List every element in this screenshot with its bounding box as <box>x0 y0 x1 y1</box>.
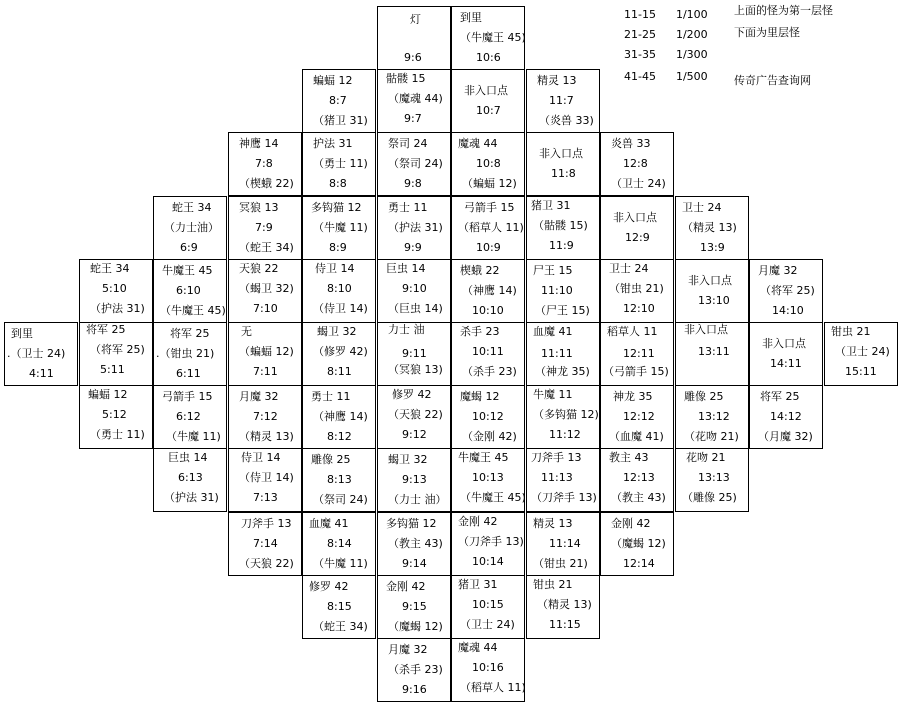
cell-title: 非入口点 <box>613 211 657 224</box>
map-cell <box>153 259 227 323</box>
cell-title: 刀斧手 13 <box>241 517 292 530</box>
cell-title: 猪卫 31 <box>458 578 498 591</box>
cell-title: 勇士 11 <box>311 390 351 403</box>
cell-line: 13:9 <box>700 241 725 254</box>
cell-title: 非入口点 <box>464 84 508 97</box>
map-cell <box>451 6 525 70</box>
cell-line: 7:14 <box>253 537 278 550</box>
cell-line: 5:10 <box>102 282 127 295</box>
cell-line: （将军 25) <box>760 284 815 297</box>
cell-line: 8:15 <box>327 600 352 613</box>
cell-line: 12:12 <box>623 410 655 423</box>
cell-line: （精灵 13) <box>537 598 592 611</box>
cell-line: （天狼 22) <box>239 557 294 570</box>
cell-title: 非入口点 <box>684 323 728 336</box>
cell-title: 将军 25 <box>86 323 126 336</box>
cell-title: 非入口点 <box>762 337 806 350</box>
cell-line: （牛魔 11) <box>313 221 368 234</box>
map-cell <box>79 259 153 323</box>
cell-title: 金刚 42 <box>386 580 426 593</box>
map-cell <box>377 6 451 70</box>
cell-title: 蝙蝠 12 <box>88 388 128 401</box>
map-cell <box>451 385 525 449</box>
map-cell <box>79 385 153 449</box>
cell-title: 雕像 25 <box>684 390 724 403</box>
map-cell <box>675 448 749 512</box>
cell-title: 侍卫 14 <box>315 262 355 275</box>
map-cell <box>749 385 823 449</box>
cell-line: （神鹰 14) <box>462 284 517 297</box>
cell-title: 多钩猫 12 <box>311 201 362 214</box>
map-cell <box>526 132 600 196</box>
cell-line: （花吻 21) <box>684 430 739 443</box>
cell-line: 7:9 <box>255 221 273 234</box>
map-cell <box>377 69 451 133</box>
cell-line: （钳虫 21) <box>609 282 664 295</box>
cell-line: （刀斧手 13) <box>531 491 597 504</box>
cell-title: 骷髅 15 <box>386 72 426 85</box>
cell-line: （卫士 24) <box>611 177 666 190</box>
cell-line: 11:11 <box>541 347 573 360</box>
map-cell <box>675 385 749 449</box>
cell-line: （弓箭手 15) <box>603 365 669 378</box>
cell-line: （稻草人 11) <box>458 221 524 234</box>
map-cell <box>600 385 674 449</box>
map-cell <box>228 385 302 449</box>
cell-title: 牛魔 11 <box>533 388 573 401</box>
cell-line: （血魔 41) <box>609 430 664 443</box>
cell-title: 蝎卫 32 <box>317 325 357 338</box>
map-cell <box>526 259 600 323</box>
cell-title: 巨虫 14 <box>168 451 208 464</box>
map-cell <box>302 69 376 133</box>
cell-line: （尸王 15) <box>535 304 590 317</box>
cell-line: 13:13 <box>698 471 730 484</box>
cell-line: 8:14 <box>327 537 352 550</box>
cell-line: 6:10 <box>176 284 201 297</box>
map-cell <box>451 132 525 196</box>
cell-line: （精灵 13) <box>682 221 737 234</box>
cell-line: 9:12 <box>402 428 427 441</box>
map-cell <box>749 322 823 386</box>
cell-line: （魔蝎 12) <box>611 537 666 550</box>
cell-line: （牛魔 11) <box>166 430 221 443</box>
map-cell <box>526 512 600 576</box>
cell-line: （精灵 13) <box>239 430 294 443</box>
map-cell <box>526 322 600 386</box>
cell-line: 10:16 <box>472 661 504 674</box>
cell-line: 11:10 <box>541 284 573 297</box>
map-cell <box>302 512 376 576</box>
map-cell <box>377 575 451 639</box>
cell-line: （杀手 23) <box>462 365 517 378</box>
cell-title: 楔蛾 22 <box>460 264 500 277</box>
cell-title: 非入口点 <box>688 274 732 287</box>
cell-line: （护法 31) <box>164 491 219 504</box>
cell-title: 蛇王 34 <box>172 201 212 214</box>
cell-title: 稻草人 11 <box>607 325 658 338</box>
cell-line: 9:10 <box>402 282 427 295</box>
cell-line: 5:11 <box>100 363 125 376</box>
cell-line: 11:8 <box>551 167 576 180</box>
cell-line: 14:10 <box>772 304 804 317</box>
map-cell <box>302 385 376 449</box>
cell-line: 10:7 <box>476 104 501 117</box>
cell-line: 8:7 <box>329 94 347 107</box>
cell-title: 无 <box>241 325 252 338</box>
cell-title: 修罗 42 <box>309 580 349 593</box>
cell-line: 5:12 <box>102 408 127 421</box>
cell-title: 刀斧手 13 <box>531 451 582 464</box>
cell-title: 灯 <box>410 13 421 26</box>
cell-line: 9:16 <box>402 683 427 696</box>
map-cell <box>526 69 600 133</box>
cell-line: （稻草人 11) <box>460 681 526 694</box>
legend-rate-4 <box>624 70 708 83</box>
map-cell <box>302 448 376 512</box>
cell-title: 多钩猫 12 <box>386 517 437 530</box>
cell-line: （刀斧手 13) <box>458 535 524 548</box>
map-cell <box>824 322 898 386</box>
cell-line: 12:14 <box>623 557 655 570</box>
cell-line: 11:12 <box>549 428 581 441</box>
cell-line: （魔魂 44) <box>388 92 443 105</box>
cell-title: 金刚 42 <box>458 515 498 528</box>
cell-line: 10:14 <box>472 555 504 568</box>
cell-title: 血魔 41 <box>309 517 349 530</box>
cell-line: 14:12 <box>770 410 802 423</box>
map-cell <box>600 259 674 323</box>
cell-line: 7:12 <box>253 410 278 423</box>
cell-title: 到里 <box>460 11 482 24</box>
cell-line: 10:11 <box>472 345 504 358</box>
map-cell <box>600 196 674 260</box>
map-cell <box>4 322 78 386</box>
cell-line: 8:9 <box>329 241 347 254</box>
legend-range: 11-15 <box>624 8 656 21</box>
cell-title: 到里 <box>11 327 33 340</box>
map-cell <box>302 196 376 260</box>
map-cell <box>675 322 749 386</box>
cell-title: 月魔 32 <box>239 390 279 403</box>
cell-title: 神鹰 14 <box>239 137 279 150</box>
legend-note-inner-layer: 下面为里层怪 <box>734 26 800 39</box>
cell-line: （教主 43) <box>611 491 666 504</box>
cell-line: （神龙 35) <box>535 365 590 378</box>
cell-title: 魔蝎 12 <box>460 390 500 403</box>
cell-line: 10:13 <box>472 471 504 484</box>
cell-title: 蝎卫 32 <box>388 453 428 466</box>
cell-line: 9:9 <box>404 241 422 254</box>
cell-line: 10:10 <box>472 304 504 317</box>
cell-line: 9:15 <box>402 600 427 613</box>
map-cell <box>377 132 451 196</box>
map-cell <box>526 385 600 449</box>
map-cell <box>451 448 525 512</box>
map-cell <box>526 448 600 512</box>
cell-title: 魔魂 44 <box>458 641 498 654</box>
map-cell <box>451 512 525 576</box>
map-cell <box>377 196 451 260</box>
cell-line: 11:13 <box>541 471 573 484</box>
map-cell <box>153 322 227 386</box>
legend-range: 41-45 <box>624 70 656 83</box>
map-cell <box>302 575 376 639</box>
map-cell <box>675 196 749 260</box>
cell-title: 将军 25 <box>170 327 210 340</box>
map-cell <box>377 259 451 323</box>
cell-line: （牛魔 11) <box>313 557 368 570</box>
cell-line: 15:11 <box>845 365 877 378</box>
cell-line: 8:13 <box>327 473 352 486</box>
cell-line: 10:6 <box>476 51 501 64</box>
cell-title: 祭司 24 <box>388 137 428 150</box>
cell-title: 卫士 24 <box>682 201 722 214</box>
cell-line: （蛇王 34) <box>239 241 294 254</box>
map-cell <box>228 512 302 576</box>
cell-title: 牛魔王 45 <box>162 264 213 277</box>
cell-title: 炎兽 33 <box>611 137 651 150</box>
legend-rate: 1/200 <box>675 28 708 41</box>
legend-rate-3 <box>624 48 708 61</box>
cell-title: 精灵 13 <box>533 517 573 530</box>
cell-line: 14:11 <box>770 357 802 370</box>
cell-line: （冥狼 13) <box>388 363 443 376</box>
cell-line: （牛魔王 45) <box>460 31 526 44</box>
map-cell <box>228 259 302 323</box>
cell-line: 12:11 <box>623 347 655 360</box>
cell-line: （护法 31) <box>90 302 145 315</box>
cell-line: （护法 31) <box>388 221 443 234</box>
cell-line: 9:6 <box>404 51 422 64</box>
cell-line: （侍卫 14) <box>313 302 368 315</box>
map-cell <box>600 448 674 512</box>
map-cell <box>228 132 302 196</box>
cell-line: （多钩猫 12) <box>533 408 599 421</box>
map-cell <box>377 638 451 702</box>
legend-rate: 1/100 <box>675 8 708 21</box>
cell-line: 11:14 <box>549 537 581 550</box>
cell-line: （猪卫 31) <box>313 114 368 127</box>
cell-title: 金刚 42 <box>611 517 651 530</box>
cell-line: （楔蛾 22) <box>239 177 294 190</box>
cell-title: 天狼 22 <box>239 262 279 275</box>
cell-title: 蝙蝠 12 <box>313 74 353 87</box>
cell-line: （雕像 25) <box>682 491 737 504</box>
map-cell <box>675 259 749 323</box>
legend-rate-1 <box>624 8 708 21</box>
map-cell <box>451 196 525 260</box>
cell-title: 护法 31 <box>313 137 353 150</box>
cell-line: （卫士 24) <box>835 345 890 358</box>
cell-line: 13:11 <box>698 345 730 358</box>
cell-line: （炎兽 33) <box>539 114 594 127</box>
cell-line: 4:11 <box>29 367 54 380</box>
cell-line: 10:9 <box>476 241 501 254</box>
map-cell <box>377 385 451 449</box>
cell-line: 10:8 <box>476 157 501 170</box>
map-cell <box>79 322 153 386</box>
cell-line: （力士油） <box>164 221 219 234</box>
cell-line: （杀手 23) <box>388 663 443 676</box>
cell-line: （蛇王 34) <box>313 620 368 633</box>
cell-line: （将军 25) <box>90 343 145 356</box>
cell-title: 勇士 11 <box>388 201 428 214</box>
cell-title: 冥狼 13 <box>239 201 279 214</box>
cell-title: 花吻 21 <box>686 451 726 464</box>
map-cell <box>153 196 227 260</box>
map-cell <box>451 322 525 386</box>
cell-title: 非入口点 <box>539 147 583 160</box>
cell-title: 弓箭手 15 <box>162 390 213 403</box>
legend-site-name: 传奇广告查询网 <box>734 74 811 87</box>
map-cell <box>153 385 227 449</box>
map-cell <box>302 259 376 323</box>
cell-line: （骷髅 15) <box>533 219 588 232</box>
cell-line: 9:11 <box>402 347 427 360</box>
cell-line: 13:12 <box>698 410 730 423</box>
cell-title: 力士 油 <box>388 323 425 336</box>
legend-rate: 1/500 <box>675 70 708 83</box>
cell-line: 9:7 <box>404 112 422 125</box>
cell-line: （巨虫 14) <box>388 302 443 315</box>
cell-line: 8:12 <box>327 430 352 443</box>
map-cell <box>526 575 600 639</box>
map-cell <box>377 448 451 512</box>
cell-title: 修罗 42 <box>392 388 432 401</box>
cell-line: .（钳虫 21) <box>156 347 215 360</box>
map-cell <box>153 448 227 512</box>
cell-line: 6:12 <box>176 410 201 423</box>
cell-line: （钳虫 21) <box>533 557 588 570</box>
map-cell <box>302 322 376 386</box>
cell-line: （力士 油） <box>388 493 447 506</box>
cell-title: 尸王 15 <box>533 264 573 277</box>
map-cell <box>228 196 302 260</box>
map-cell <box>600 322 674 386</box>
cell-line: 7:13 <box>253 491 278 504</box>
cell-line: （牛魔王 45) <box>160 304 226 317</box>
map-cell <box>228 322 302 386</box>
cell-line: 9:14 <box>402 557 427 570</box>
cell-line: 12:9 <box>625 231 650 244</box>
cell-title: 卫士 24 <box>609 262 649 275</box>
cell-line: 11:9 <box>549 239 574 252</box>
cell-line: （魔蝎 12) <box>388 620 443 633</box>
cell-line: （金刚 42) <box>462 430 517 443</box>
cell-line: 6:11 <box>176 367 201 380</box>
cell-title: 神龙 35 <box>613 390 653 403</box>
cell-line: .（卫士 24) <box>7 347 66 360</box>
cell-line: （修罗 42) <box>313 345 368 358</box>
cell-line: （侍卫 14) <box>239 471 294 484</box>
map-cell <box>600 132 674 196</box>
legend-range: 31-35 <box>624 48 656 61</box>
cell-line: 8:11 <box>327 365 352 378</box>
map-cell <box>749 259 823 323</box>
cell-title: 蛇王 34 <box>90 262 130 275</box>
map-cell <box>228 448 302 512</box>
cell-title: 血魔 41 <box>533 325 573 338</box>
cell-title: 杀手 23 <box>460 325 500 338</box>
cell-line: （勇士 11) <box>90 428 145 441</box>
cell-title: 月魔 32 <box>388 643 428 656</box>
cell-title: 魔魂 44 <box>458 137 498 150</box>
cell-title: 猪卫 31 <box>531 199 571 212</box>
map-cell <box>377 512 451 576</box>
cell-title: 精灵 13 <box>537 74 577 87</box>
cell-line: 7:11 <box>253 365 278 378</box>
cell-title: 钳虫 21 <box>831 325 871 338</box>
cell-title: 教主 43 <box>609 451 649 464</box>
cell-line: 12:10 <box>623 302 655 315</box>
cell-line: （牛魔王 45) <box>460 491 526 504</box>
cell-line: 9:8 <box>404 177 422 190</box>
cell-line: 12:8 <box>623 157 648 170</box>
cell-line: 10:15 <box>472 598 504 611</box>
cell-line: 7:10 <box>253 302 278 315</box>
cell-line: （蝙蝠 12) <box>239 345 294 358</box>
cell-line: （天狼 22) <box>388 408 443 421</box>
cell-line: （教主 43) <box>388 537 443 550</box>
map-cell <box>600 512 674 576</box>
cell-line: 8:10 <box>327 282 352 295</box>
cell-title: 巨虫 14 <box>386 262 426 275</box>
cell-line: 8:8 <box>329 177 347 190</box>
cell-line: 7:8 <box>255 157 273 170</box>
cell-line: （蝎卫 32) <box>239 282 294 295</box>
cell-line: 11:15 <box>549 618 581 631</box>
cell-line: 12:13 <box>623 471 655 484</box>
cell-title: 将军 25 <box>760 390 800 403</box>
cell-line: 6:13 <box>178 471 203 484</box>
cell-line: 13:10 <box>698 294 730 307</box>
cell-title: 牛魔王 45 <box>458 451 509 464</box>
cell-line: （蝙蝠 12) <box>462 177 517 190</box>
cell-line: （神鹰 14) <box>313 410 368 423</box>
cell-line: （祭司 24) <box>388 157 443 170</box>
map-cell <box>451 69 525 133</box>
map-cell <box>302 132 376 196</box>
cell-line: 9:13 <box>402 473 427 486</box>
map-cell <box>377 322 451 386</box>
cell-title: 月魔 32 <box>758 264 798 277</box>
legend-range: 21-25 <box>624 28 656 41</box>
map-cell <box>451 575 525 639</box>
legend-note-top-layer: 上面的怪为第一层怪 <box>734 4 833 17</box>
cell-title: 弓箭手 15 <box>464 201 515 214</box>
map-cell <box>451 259 525 323</box>
cell-line: （卫士 24) <box>460 618 515 631</box>
map-cell <box>451 638 525 702</box>
cell-line: 6:9 <box>180 241 198 254</box>
map-cell <box>526 196 600 260</box>
cell-title: 钳虫 21 <box>533 578 573 591</box>
cell-line: （勇士 11) <box>313 157 368 170</box>
cell-line: （祭司 24) <box>313 493 368 506</box>
legend-rate-2 <box>624 28 708 41</box>
cell-line: 11:7 <box>549 94 574 107</box>
cell-title: 雕像 25 <box>311 453 351 466</box>
cell-title: 侍卫 14 <box>241 451 281 464</box>
cell-line: 10:12 <box>472 410 504 423</box>
legend-rate: 1/300 <box>675 48 708 61</box>
cell-line: （月魔 32) <box>758 430 813 443</box>
